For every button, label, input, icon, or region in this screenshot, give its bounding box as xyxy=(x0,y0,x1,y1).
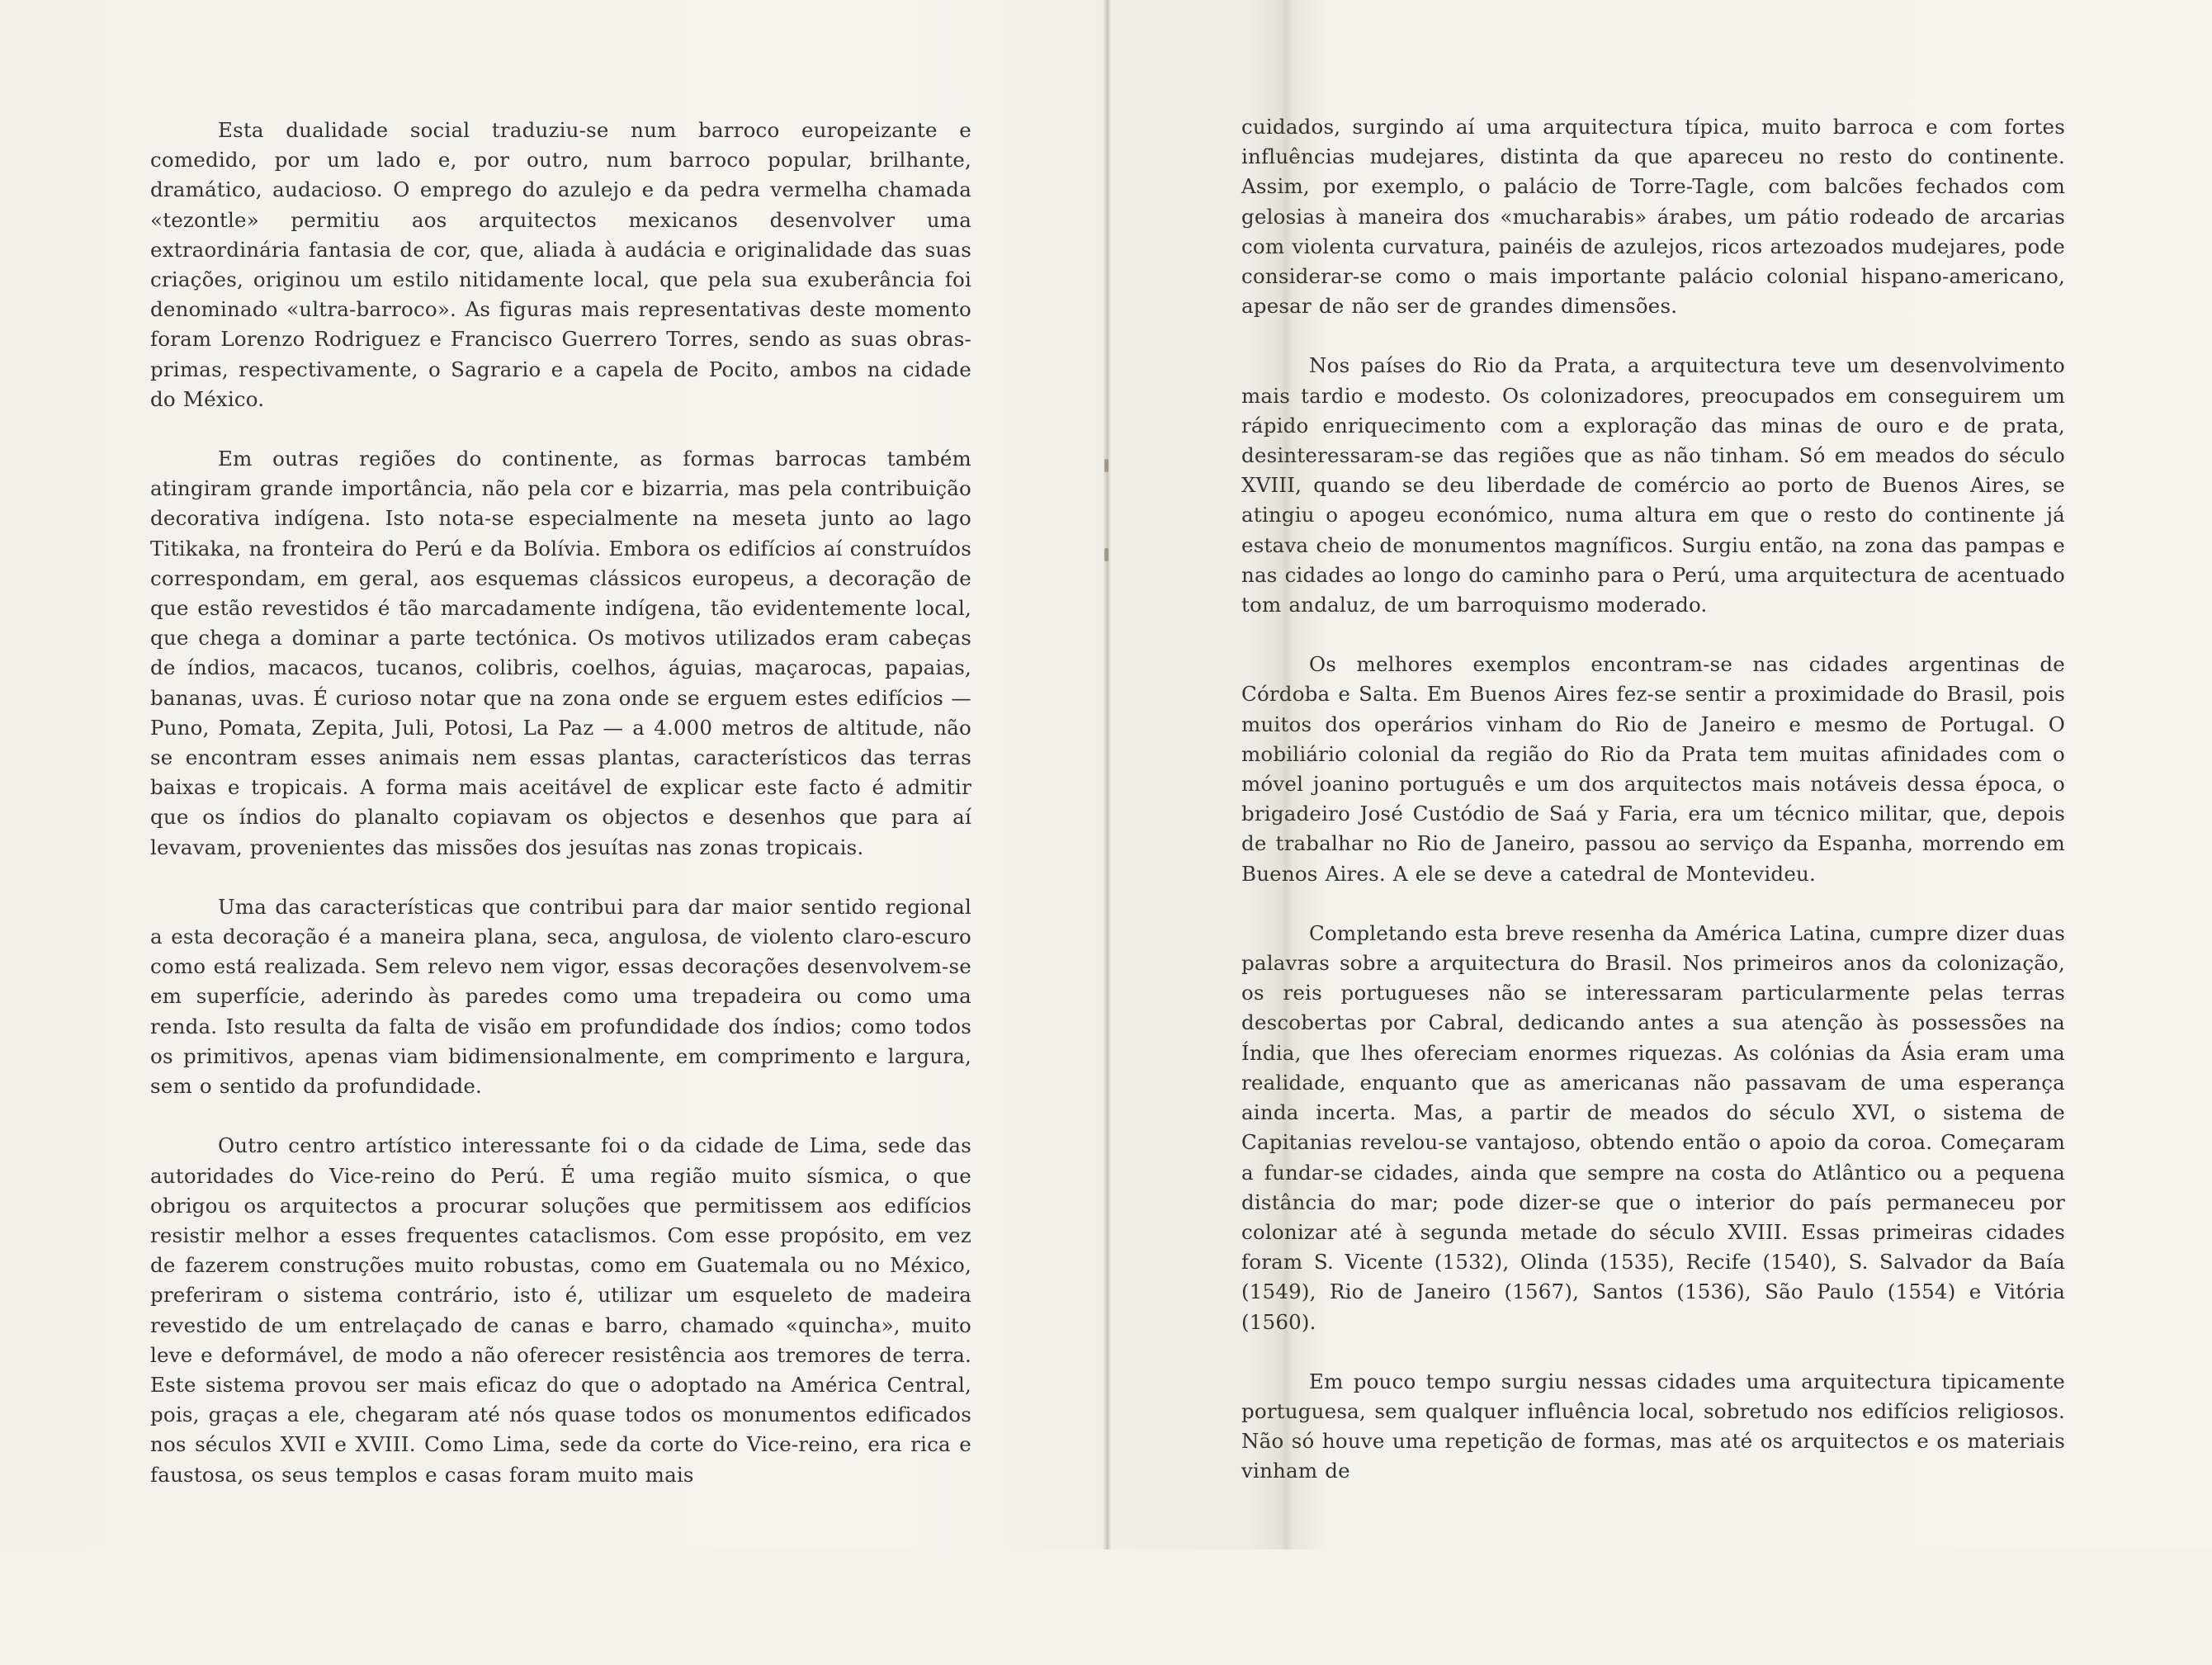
left-paragraph-2: Em outras regiões do continente, as formas barrocas também atingiram grande importância, não pela cor e bizarria, mas pela contribuição decorativa indígena. Isto nota-se especialmente na meseta junto ao lago Titikaka, na fronteira do Perú e da Bolívia. Embora os edifícios aí construídos correspondam, em geral, aos esquemas clássicos europeus, a decoração de que estão revestidos é tão marcadamente indígena, tão evidentemente local, que chega a dominar a parte tectónica. Os motivos utilizados eram cabeças de índios, macacos, tucanos, colibris, coelhos, águias, maçarocas, papaias, bananas, uvas. É curioso notar que na zona onde se erguem estes edifícios — Puno, Pomata, Zepita, Juli, Potosi, La Paz — a 4.000 metros de altitude, não se encontram esses animais nem essas plantas, característicos das terras baixas e tropicais. A forma mais aceitável de explicar este facto é admitir que os índios do planalto copiavam os objectos e desenhos que para aí levavam, provenientes das missões dos jesuítas nas zonas tropicais. xyxy=(150,447,971,859)
spine-mark-bottom xyxy=(1104,548,1108,561)
left-paragraph-4: Outro centro artístico interessante foi o da cidade de Lima, sede das autoridades do Vice-reino do Perú. É uma região muito sísmica, o que obrigou os arquitectos a procurar soluções que permitissem aos edifícios resistir melhor a esses frequentes cataclismos. Com esse propósito, em vez de fazerem construções muito robustas, como em Guatemala ou no México, preferiram o sistema contrário, isto é, utilizar um esqueleto de madeira revestido de um entrelaçado de canas e barro, chamado «quincha», muito leve e deformável, de modo a não oferecer resistência aos tremores de terra. Este sistema provou ser mais eficaz do que o adoptado na América Central, pois, graças a ele, chegaram até nós quase todos os monumentos edificados nos séculos XVII e XVIII. Como Lima, sede da corte do Vice-reino, era rica e faustosa, os seus templos e casas foram muito mais xyxy=(150,1133,971,1487)
right-paragraph-1: cuidados, surgindo aí uma arquitectura típica, muito barroca e com fortes influências mudejares, distinta da que apareceu no resto do continente. Assim, por exemplo, o palácio de Torre-Tagle, com balcões fechados com gelosias à maneira dos «mucharabis» árabes, um pátio rodeado de arcarias com violenta curvatura, painéis de azulejos, ricos artezoados mudejares, pode considerar-se como o mais importante palácio colonial hispano-americano, apesar de não ser de grandes dimensões. xyxy=(1241,115,2065,319)
book-spine xyxy=(1103,0,1111,1549)
right-paragraph-3: Os melhores exemplos encontram-se nas cidades argentinas de Córdoba e Salta. Em Buenos Aires fez-se sentir a proximidade do Brasil, pois muitos dos operários vinham do Rio de Janeiro e mesmo de Portugal. O mobiliário colonial da região do Rio da Prata tem muitas afinidades com o móvel joanino português e um dos arquitectos mais notáveis dessa época, o brigadeiro José Custódio de Saá y Faria, era um técnico militar, que, depois de trabalhar no Rio de Janeiro, passou ao serviço da Espanha, morrendo em Buenos Aires. A ele se deve a catedral de Montevideu. xyxy=(1241,652,2065,886)
right-paragraph-4: Completando esta breve resenha da América Latina, cumpre dizer duas palavras sobre a arquitectura do Brasil. Nos primeiros anos da colonização, os reis portugueses não se interessaram particularmente pelas terras descobertas por Cabral, dedicando antes a sua atenção às possessões na Índia, que lhes ofereciam enormes riquezas. As colónias da Ásia eram uma realidade, enquanto que as americanas não passavam de uma esperança ainda incerta. Mas, a partir de meados do século XVI, o sistema de Capitanias revelou-se vantajoso, obtendo então o apoio da coroa. Começaram a fundar-se cidades, ainda que sempre na costa do Atlântico ou a pequena distância do mar; pode dizer-se que o interior do país permaneceu por colonizar até à segunda metade do século XVIII. Essas primeiras cidades foram S. Vicente (1532), Olinda (1535), Recife (1540), S. Salvador da Baía (1549), Rio de Janeiro (1567), Santos (1536), São Paulo (1554) e Vitória (1560). xyxy=(1241,920,2065,1334)
right-page xyxy=(1241,112,2065,1662)
left-page xyxy=(150,116,971,1665)
spine-mark-top xyxy=(1104,459,1108,472)
right-paragraph-2: Nos países do Rio da Prata, a arquitectura teve um desenvolvimento mais tardio e modesto. Os colonizadores, preocupados em conseguirem um rápido enriquecimento com a exploração das minas de ouro e de prata, desinteressaram-se das regiões que as não tinham. Só em meados do século XVIII, quando se deu liberdade de comércio ao porto de Buenos Aires, se atingiu o apogeu económico, numa altura em que o resto do continente já estava cheio de monumentos magníficos. Surgiu então, na zona das pampas e nas cidades ao longo do caminho para o Perú, uma arquitectura de acentuado tom andaluz, de um barroquismo moderado. xyxy=(1241,353,2065,617)
right-paragraph-5: Em pouco tempo surgiu nessas cidades uma arquitectura tipicamente portuguesa, sem qualquer influência local, sobretudo nos edifícios religiosos. Não só houve uma repetição de formas, mas até os arquitectos e os materiais vinham de xyxy=(1241,1369,2065,1483)
left-paragraph-3: Uma das características que contribui para dar maior sentido regional a esta decoração é a maneira plana, seca, angulosa, de violento claro-escuro como está realizada. Sem relevo nem vigor, essas decorações desenvolvem-se em superfície, aderindo às paredes como uma trepadeira ou como uma renda. Isto resulta da falta de visão em profundidade dos índios; como todos os primitivos, apenas viam bidimensionalmente, em comprimento e largura, sem o sentido da profundidade. xyxy=(150,894,971,1099)
left-paragraph-1: Esta dualidade social traduziu-se num barroco europeizante e comedido, por um lado e, por outro, num barroco popular, brilhante, dramático, audacioso. O emprego do azulejo e da pedra vermelha chamada «tezontle» permitiu aos arquitectos mexicanos desenvolver uma extraordinária fantasia de cor, que, aliada à audácia e originalidade das suas criações, originou um estilo nitidamente local, que pela sua exuberância foi denominado «ultra-barroco». As figuras mais representativas deste momento foram Lorenzo Rodriguez e Francisco Guerrero Torres, sendo as suas obras-primas, respectivamente, o Sagrario e a capela de Pocito, ambos na cidade do México. xyxy=(150,118,971,411)
